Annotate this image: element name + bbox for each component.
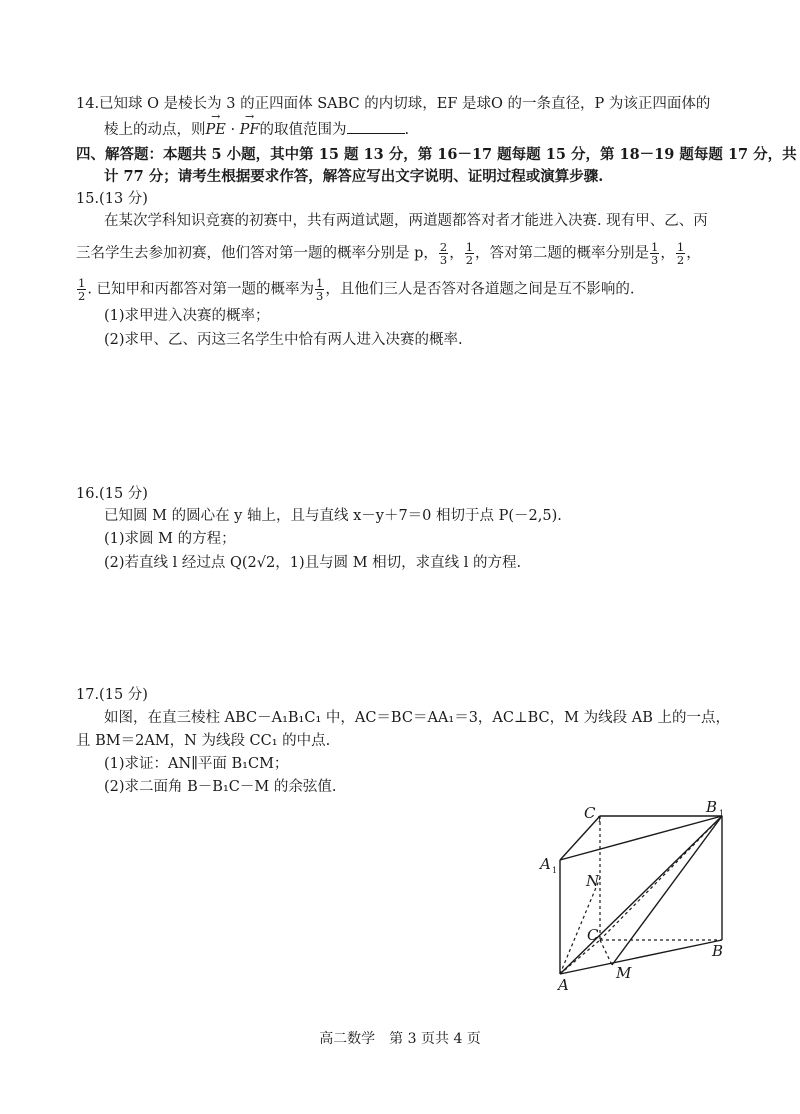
q14-text-b: 的取值范围为 <box>259 122 347 138</box>
vector-pf: → PF <box>240 120 260 140</box>
edge-a-b <box>560 940 722 974</box>
q15-line2: 三名学生去参加初赛，他们答对第一题的概率分别是 p， $\frac{2}{3}$ ， $\frac{1}{2}$ ，答对第二题的概率分别是 $\frac{1}{3}$ ， $\frac{1}{2}$ ， <box>76 240 701 267</box>
q16-sub2: (2)若直线 l 经过点 Q(2√2，1)且与圆 M 相切，求直线 l 的方程. <box>104 555 522 571</box>
dot-operator: · <box>225 122 240 138</box>
segment-c-m-hidden <box>600 940 612 965</box>
q14-line1: 14.已知球 O 是棱长为 3 的正四面体 SABC 的内切球，EF 是球O 的一条直径，P 为该正四面体的 <box>76 96 711 112</box>
q15-sub2: (2)求甲、乙、丙这三名学生中恰有两人进入决赛的概率. <box>104 332 463 348</box>
label-b1-sub: 1 <box>719 809 725 818</box>
q14-period: . <box>404 122 410 138</box>
label-a: A <box>558 976 569 994</box>
label-b: B <box>712 942 724 960</box>
q15-line3-text-b: . 已知甲和丙都答对第一题的概率为 <box>87 281 315 298</box>
section4-line1: 四、解答题：本题共 5 小题，其中第 15 题 13 分，第 16－17 题每题 15 分，第 18－19 题每题 17 分，共 <box>76 146 797 163</box>
fraction-1-2: $\frac{1}{2}$ <box>676 240 685 267</box>
label-a1-sub: 1 <box>552 866 558 875</box>
edge-a1-b1 <box>560 816 722 860</box>
label-n: N <box>586 872 600 890</box>
q15-line1: 在某次学科知识竞赛的初赛中，共有两道试题，两道题都答对者才能进入决赛. 现有甲、乙、丙 <box>104 213 708 229</box>
q16-sub1: (1)求圆 M 的方程； <box>104 531 236 547</box>
segment-m-b1 <box>612 816 722 965</box>
q15-header: 15.(13 分) <box>76 191 148 207</box>
q17-sub2: (2)求二面角 B－B₁C－M 的余弦值. <box>104 779 337 795</box>
q15-line3 <box>76 277 634 302</box>
q15-line2-text-b: ，答对第二题的概率分别是 <box>475 245 650 262</box>
fraction-1-2: $\frac{1}{2}$ <box>465 240 474 267</box>
section4-line2: 计 77 分；请考生根据要求作答，解答应写出文字说明、证明过程或演算步骤. <box>104 168 604 185</box>
q15-sub1: (1)求甲进入决赛的概率； <box>104 308 270 324</box>
q14-line2 <box>104 119 409 140</box>
prism-figure <box>530 794 750 994</box>
q15-line3-text-c: ，且他们三人是否答对各道题之间是互不影响的. <box>325 281 635 298</box>
q16-header: 16.(15 分) <box>76 486 148 502</box>
fraction-1-2: $\frac{1}{2}$ <box>78 276 86 303</box>
label-c: C <box>587 926 599 944</box>
label-m: M <box>616 964 632 982</box>
vector-pe: → PE <box>206 120 226 140</box>
page-footer: 高二数学 第 3 页共 4 页 <box>319 1031 481 1047</box>
q17-line2: 且 BM＝2AM，N 为线段 CC₁ 的中点. <box>76 733 331 749</box>
segment-a-b1 <box>560 816 722 974</box>
edge-a1-c1 <box>560 815 603 860</box>
fraction-2-3: $\frac{2}{3}$ <box>439 240 448 267</box>
label-c1: C <box>584 804 596 822</box>
q17-sub1: (1)求证：AN∥平面 B₁CM； <box>104 756 289 772</box>
label-c1-sub: 1 <box>597 815 603 824</box>
q17-line1: 如图，在直三棱柱 ABC－A₁B₁C₁ 中，AC＝BC＝AA₁＝3，AC⊥BC，M 为线段 AB 上的一点， <box>104 710 730 726</box>
label-a1: A <box>540 855 551 873</box>
q15-line2-text-a: 三名学生去参加初赛，他们答对第一题的概率分别是 p， <box>76 245 438 262</box>
q14-text-a: 棱上的动点，则 <box>104 122 206 138</box>
edge-a-c-hidden <box>560 940 600 974</box>
fraction-1-3: $\frac{1}{3}$ <box>651 240 659 267</box>
q16-line1: 已知圆 M 的圆心在 y 轴上，且与直线 x－y＋7＝0 相切于点 P(－2,5). <box>104 508 562 524</box>
fraction-1-3: $\frac{1}{3}$ <box>316 276 324 303</box>
answer-blank <box>347 119 405 134</box>
label-b1: B <box>706 798 718 816</box>
q17-header: 17.(15 分) <box>76 687 148 703</box>
